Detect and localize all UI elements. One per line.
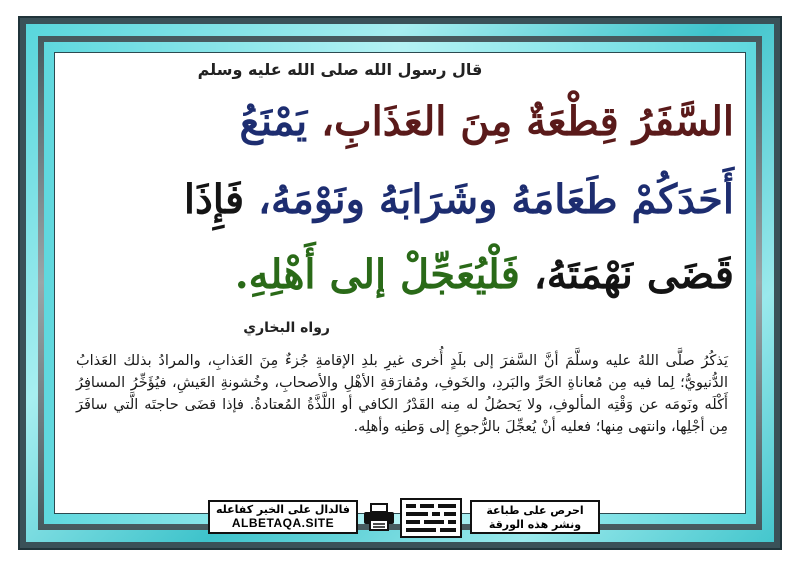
print-note-line-1: احرص على طباعة [486, 504, 584, 517]
hadith-line-3-part-a: قَضَى نَهْمَتَهُ، [533, 251, 734, 298]
hadith-line-1-part-b: يَمْنَعُ [239, 98, 308, 145]
hadith-line-1 [74, 98, 734, 145]
hadith-line-2-part-a: أَحَدَكُمْ طَعَامَهُ وشَرَابَهُ ونَوْمَهُ، [258, 176, 734, 223]
print-note-line-2: ونشر هذه الورقة [488, 518, 582, 531]
explanation-text: يَذكُرُ صلَّى اللهُ عليه وسلَّمَ أنَّ السَّفرَ إلى بلَدٍ أُخرى غيرِ بلدِ الإقامةِ جُزءٌ مِنَ العَذابِ، والمرادُ بذلك العَذابُ الدُّنيويُّ؛ لِما فيه مِن مُعاناةِ الحَرِّ والبَردِ، والخَوفِ، ومُفارَقةِ الأهْلِ والأصحابِ، وخُشونةِ العَيشِ، فيُؤَخِّرُ المسافِرُ أَكْلَه ونَومَه عن وَقْتِه المألوفِ، ولا يَحصُلُ له مِنه القَدْرُ الكافي أو اللَّذَّةُ المُعتادةُ. فإذا قضَى حاجتَه الَّتي سافَرَ مِن أجْلِها، وانتهى مِنها؛ فعليه أنْ يُعجِّلَ بالرُّجوعِ إلى وَطنِه وأهلِه. [76, 353, 728, 435]
hadith-intro: قال رسول الله صلى الله عليه وسلم [197, 60, 483, 79]
hadith-line-1-part-a: السَّفَرُ قِطْعَةٌ مِنَ العَذَابِ، [321, 98, 734, 145]
narrator: رواه البخاري [243, 320, 330, 336]
hadith-line-3 [74, 251, 734, 298]
website-url: ALBETAQA.SITE [231, 516, 335, 530]
website-slogan: فالدال على الخير كفاعله [215, 503, 351, 516]
print-note [470, 500, 600, 534]
website-badge [208, 500, 358, 534]
hadith-line-2-part-b: فَإِذَا [183, 176, 245, 223]
printer-icon [362, 502, 396, 532]
hadith-line-3-part-b: فَلْيُعَجِّلْ إلى أَهْلِهِ. [234, 251, 520, 298]
dawa-logo-icon [400, 498, 462, 538]
hadith-line-2 [74, 176, 734, 223]
